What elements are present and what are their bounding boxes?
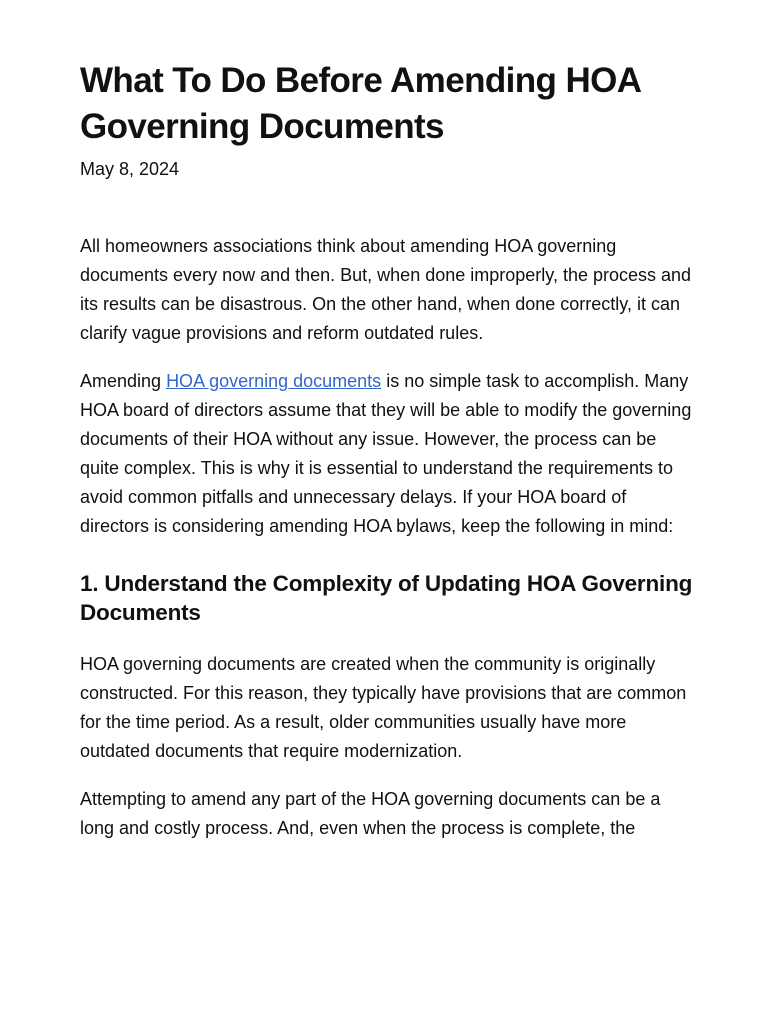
paragraph-text-before-link: Amending xyxy=(80,371,167,391)
paragraph-intro: All homeowners associations think about amending HOA governing documents every now and then. But, when done improperly, the process and its results can be disastrous. On the other hand, when done correctly, it can clarify vague provisions and reform outdated rules. xyxy=(80,236,692,343)
paragraph-amending xyxy=(80,367,696,541)
article-title: What To Do Before Amending HOA Governing Documents xyxy=(80,61,641,146)
article xyxy=(80,58,696,862)
paragraph-created: HOA governing documents are created when the community is originally constructed. For this reason, they typically have provisions that are common for the time period. As a result, older communities usually have more outdated documents that require modernization. xyxy=(80,654,687,761)
section-heading-1: 1. Understand the Complexity of Updating HOA Governing Documents xyxy=(80,571,693,625)
article-date: May 8, 2024 xyxy=(80,159,180,179)
article-body xyxy=(80,232,696,843)
paragraph-attempting: Attempting to amend any part of the HOA governing documents can be a long and costly process. And, even when the process is complete, the xyxy=(80,789,661,838)
paragraph-text-after-link: is no simple task to accomplish. Many HOA board of directors assume that they will be able to modify the governing documents of their HOA without any issue. However, the process can be quite complex. This is why it is essential to understand the requirements to avoid common pitfalls and unnecessary delays. If your HOA board of directors is considering amending HOA bylaws, keep the following in mind: xyxy=(80,371,692,536)
hoa-governing-documents-link[interactable]: HOA governing documents xyxy=(166,371,382,391)
